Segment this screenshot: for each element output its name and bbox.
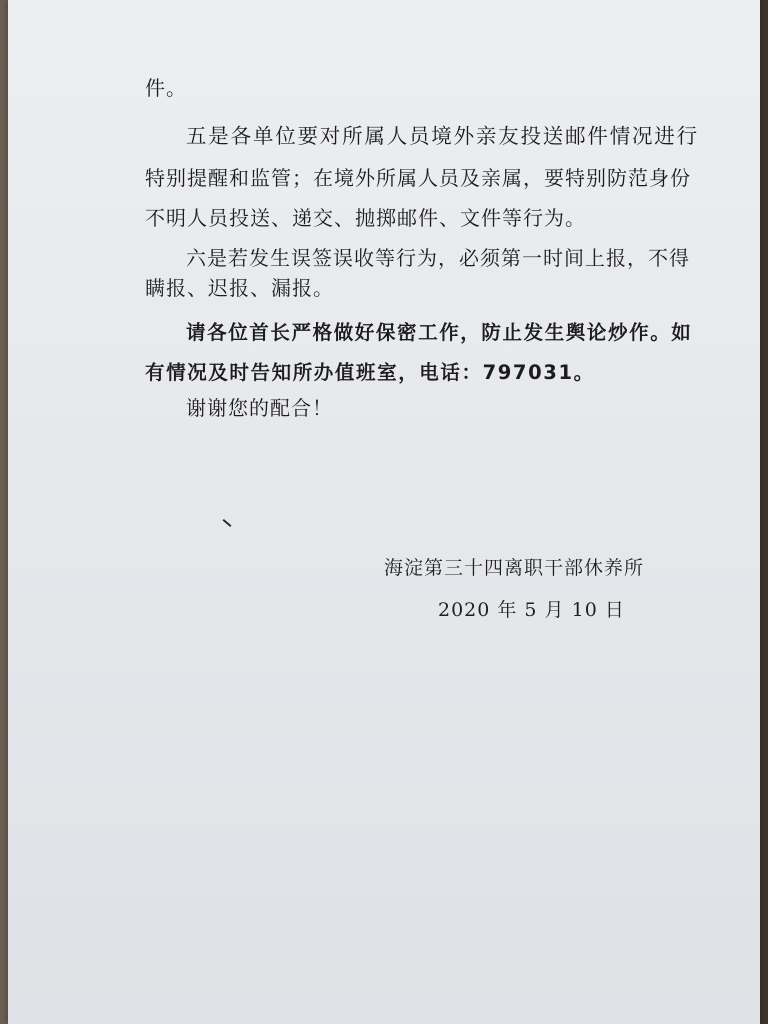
body-line-2: 五是各单位要对所属人员境外亲友投送邮件情况进行 — [186, 124, 699, 148]
signature-organization: 海淀第三十四离职干部休养所 — [384, 557, 645, 579]
body-line-3: 特别提醒和监管；在境外所属人员及亲属，要特别防范身份 — [145, 166, 691, 190]
body-line-9: 谢谢您的配合！ — [186, 396, 333, 420]
pen-mark — [223, 519, 232, 527]
document-page — [8, 0, 760, 1024]
body-line-5: 六是若发生误签误收等行为，必须第一时间上报，不得 — [186, 246, 690, 270]
body-line-4: 不明人员投送、递交、抛掷邮件、文件等行为。 — [145, 206, 586, 230]
signature-date: 2020 年 5 月 10 日 — [438, 599, 625, 621]
body-line-1: 件。 — [145, 76, 187, 100]
body-line-6: 瞒报、迟报、漏报。 — [145, 276, 334, 300]
body-line-7: 请各位首长严格做好保密工作，防止发生舆论炒作。如 — [186, 321, 693, 344]
body-line-8: 有情况及时告知所办值班室，电话：797031。 — [145, 361, 595, 384]
